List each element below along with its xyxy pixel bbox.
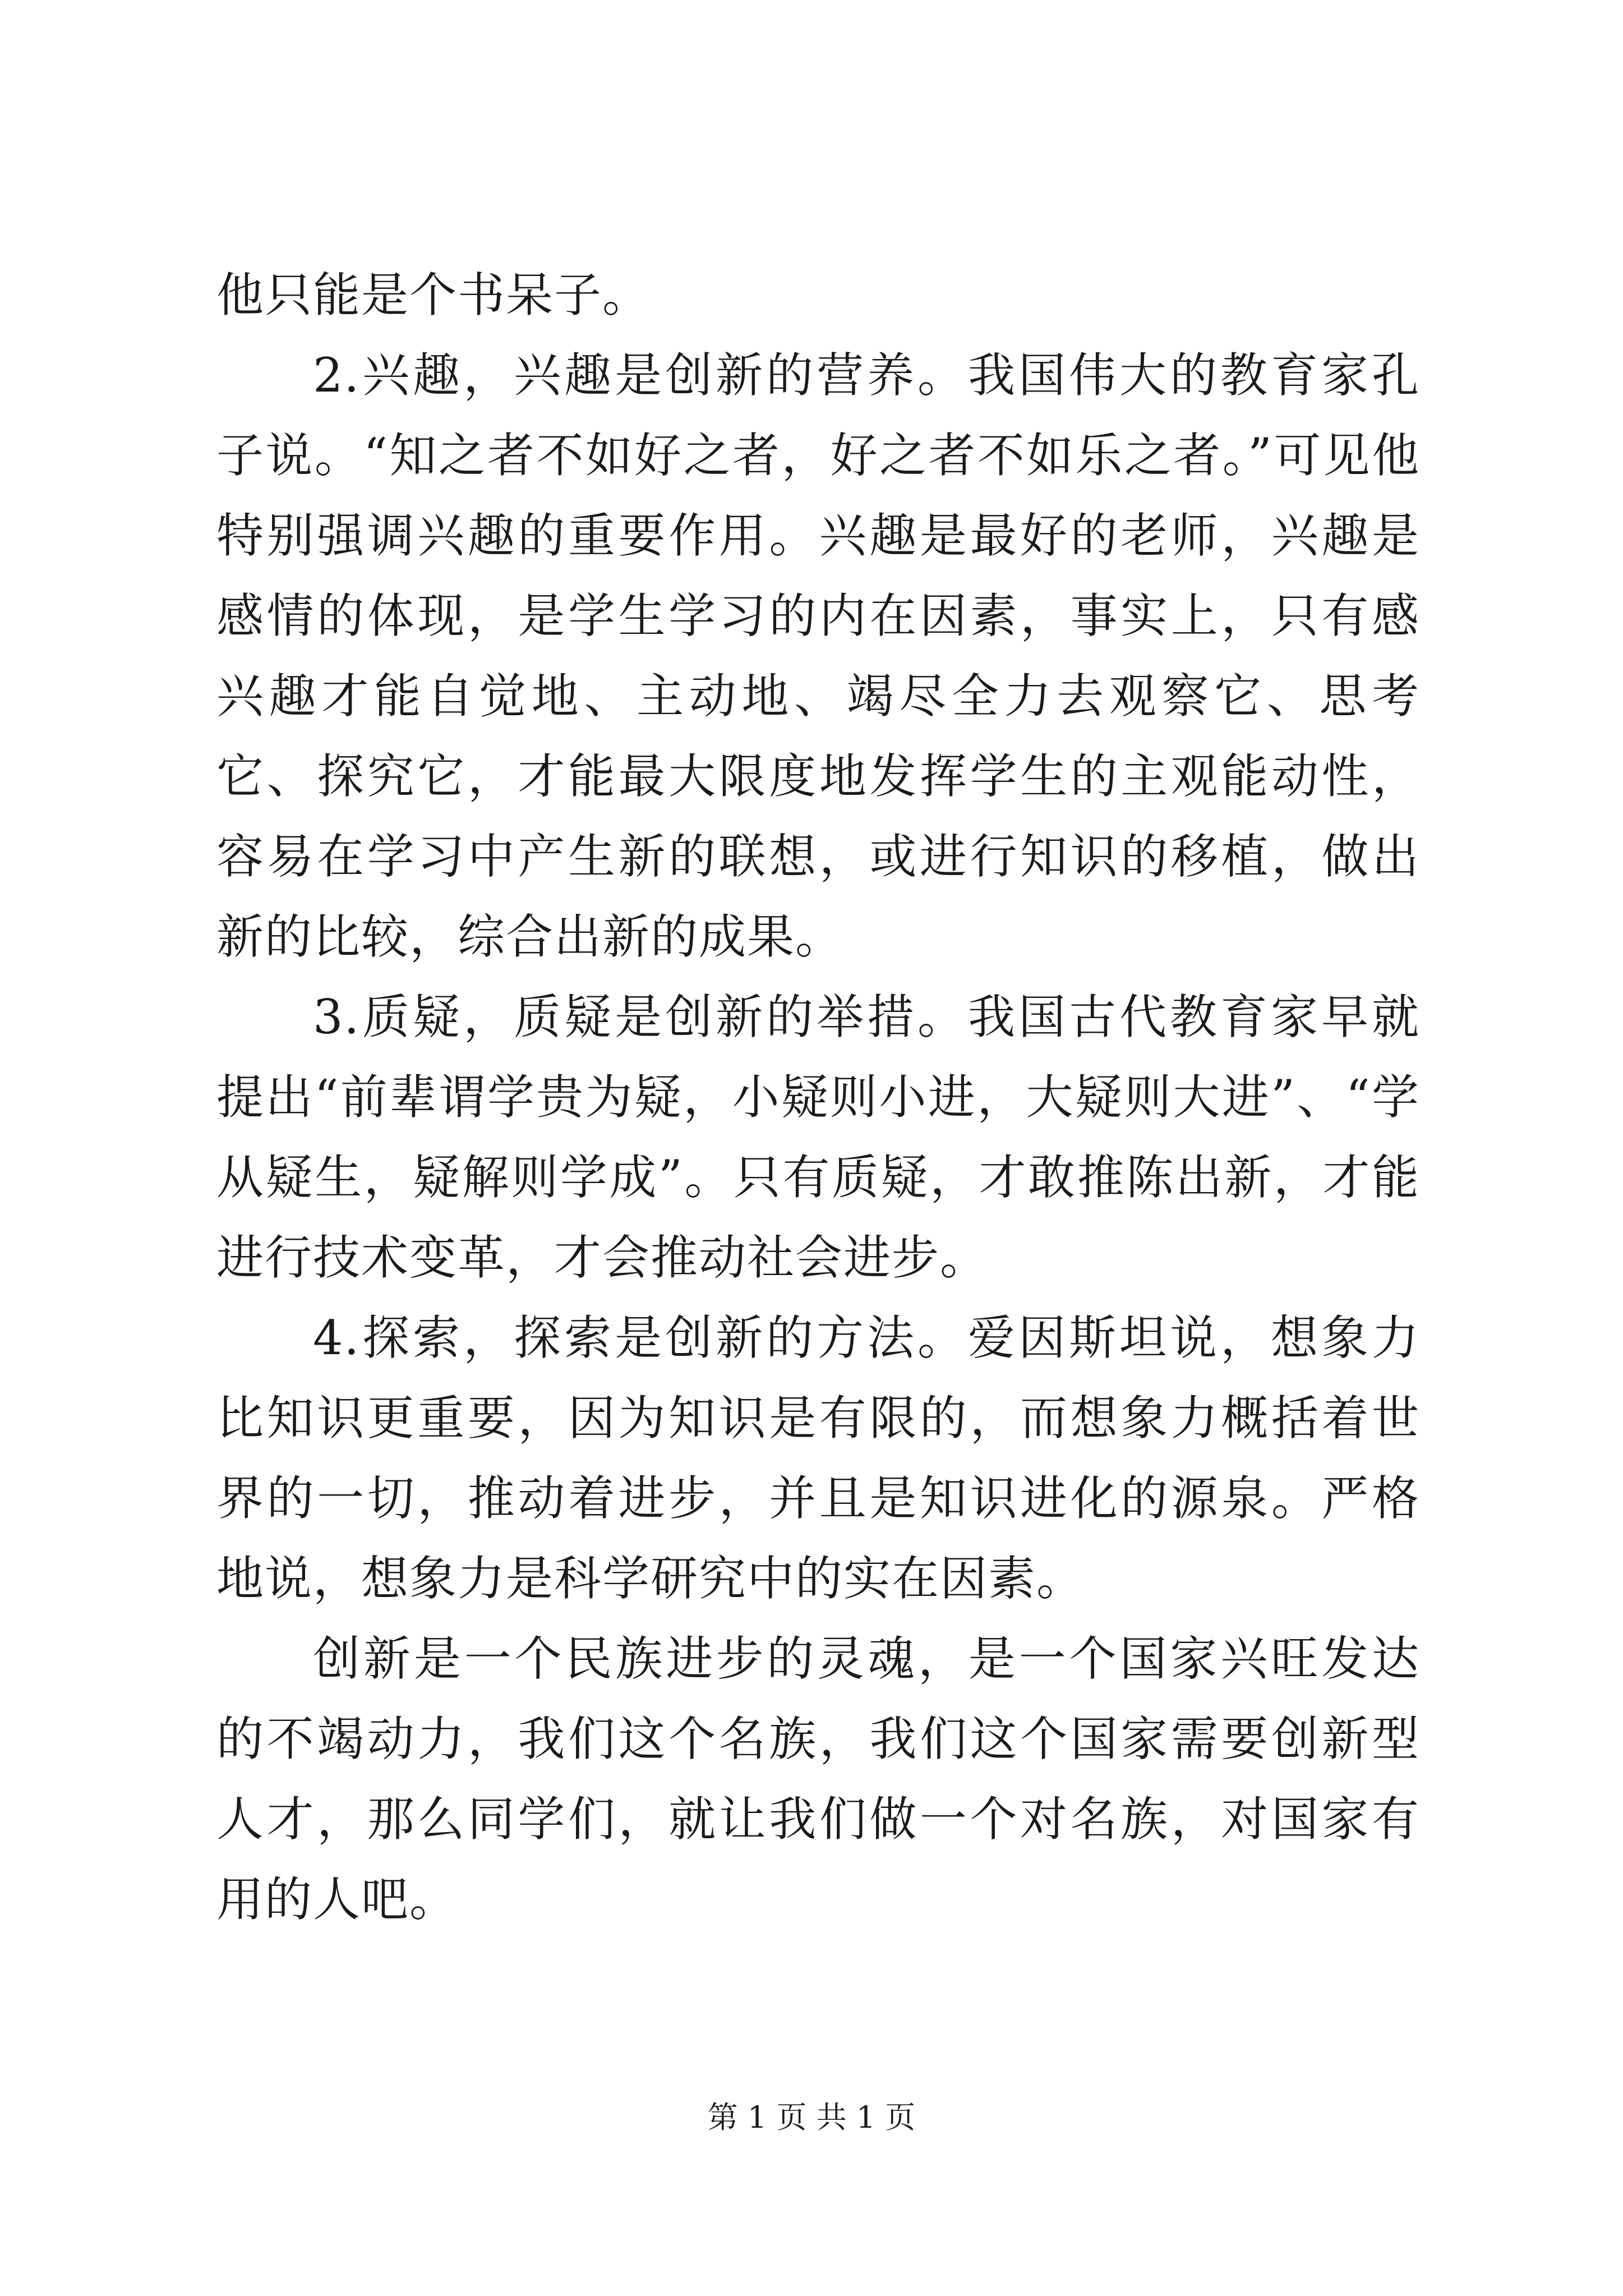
- page-number: 第 1 页 共 1 页: [707, 2100, 916, 2135]
- paragraph-conclusion: 创新是一个民族进步的灵魂，是一个国家兴旺发达的不竭动力，我们这个名族，我们这个国家需要创新型人才，那么同学们，就让我们做一个对名族，对国家有用的人吧。: [216, 1631, 1420, 1927]
- paragraph-exploration: 4.探索，探索是创新的方法。爱因斯坦说，想象力比知识更重要，因为知识是有限的，而想象力概括着世界的一切，推动着进步，并且是知识进化的源泉。严格地说，想象力是科学研究中的实在因素。: [216, 1310, 1420, 1606]
- document-body: [216, 255, 1420, 1940]
- paragraph-continuation: 他只能是个书呆子。: [216, 268, 651, 323]
- paragraph-questioning: 3.质疑，质疑是创新的举措。我国古代教育家早就提出“前辈谓学贵为疑，小疑则小进，大疑则大进”、“学从疑生，疑解则学成”。只有质疑，才敢推陈出新，才能进行技术变革，才会推动社会进步。: [216, 990, 1420, 1285]
- paragraph-interest: 2.兴趣，兴趣是创新的营养。我国伟大的教育家孔子说。“知之者不如好之者，好之者不如乐之者。”可见他特别强调兴趣的重要作用。兴趣是最好的老师，兴趣是感情的体现，是学生学习的内在因素，事实上，只有感兴趣才能自觉地、主动地、竭尽全力去观察它、思考它、探究它，才能最大限度地发挥学生的主观能动性，容易在学习中产生新的联想，或进行知识的移植，做出新的比较，综合出新的成果。: [216, 348, 1420, 964]
- page-footer: [0, 2098, 1623, 2137]
